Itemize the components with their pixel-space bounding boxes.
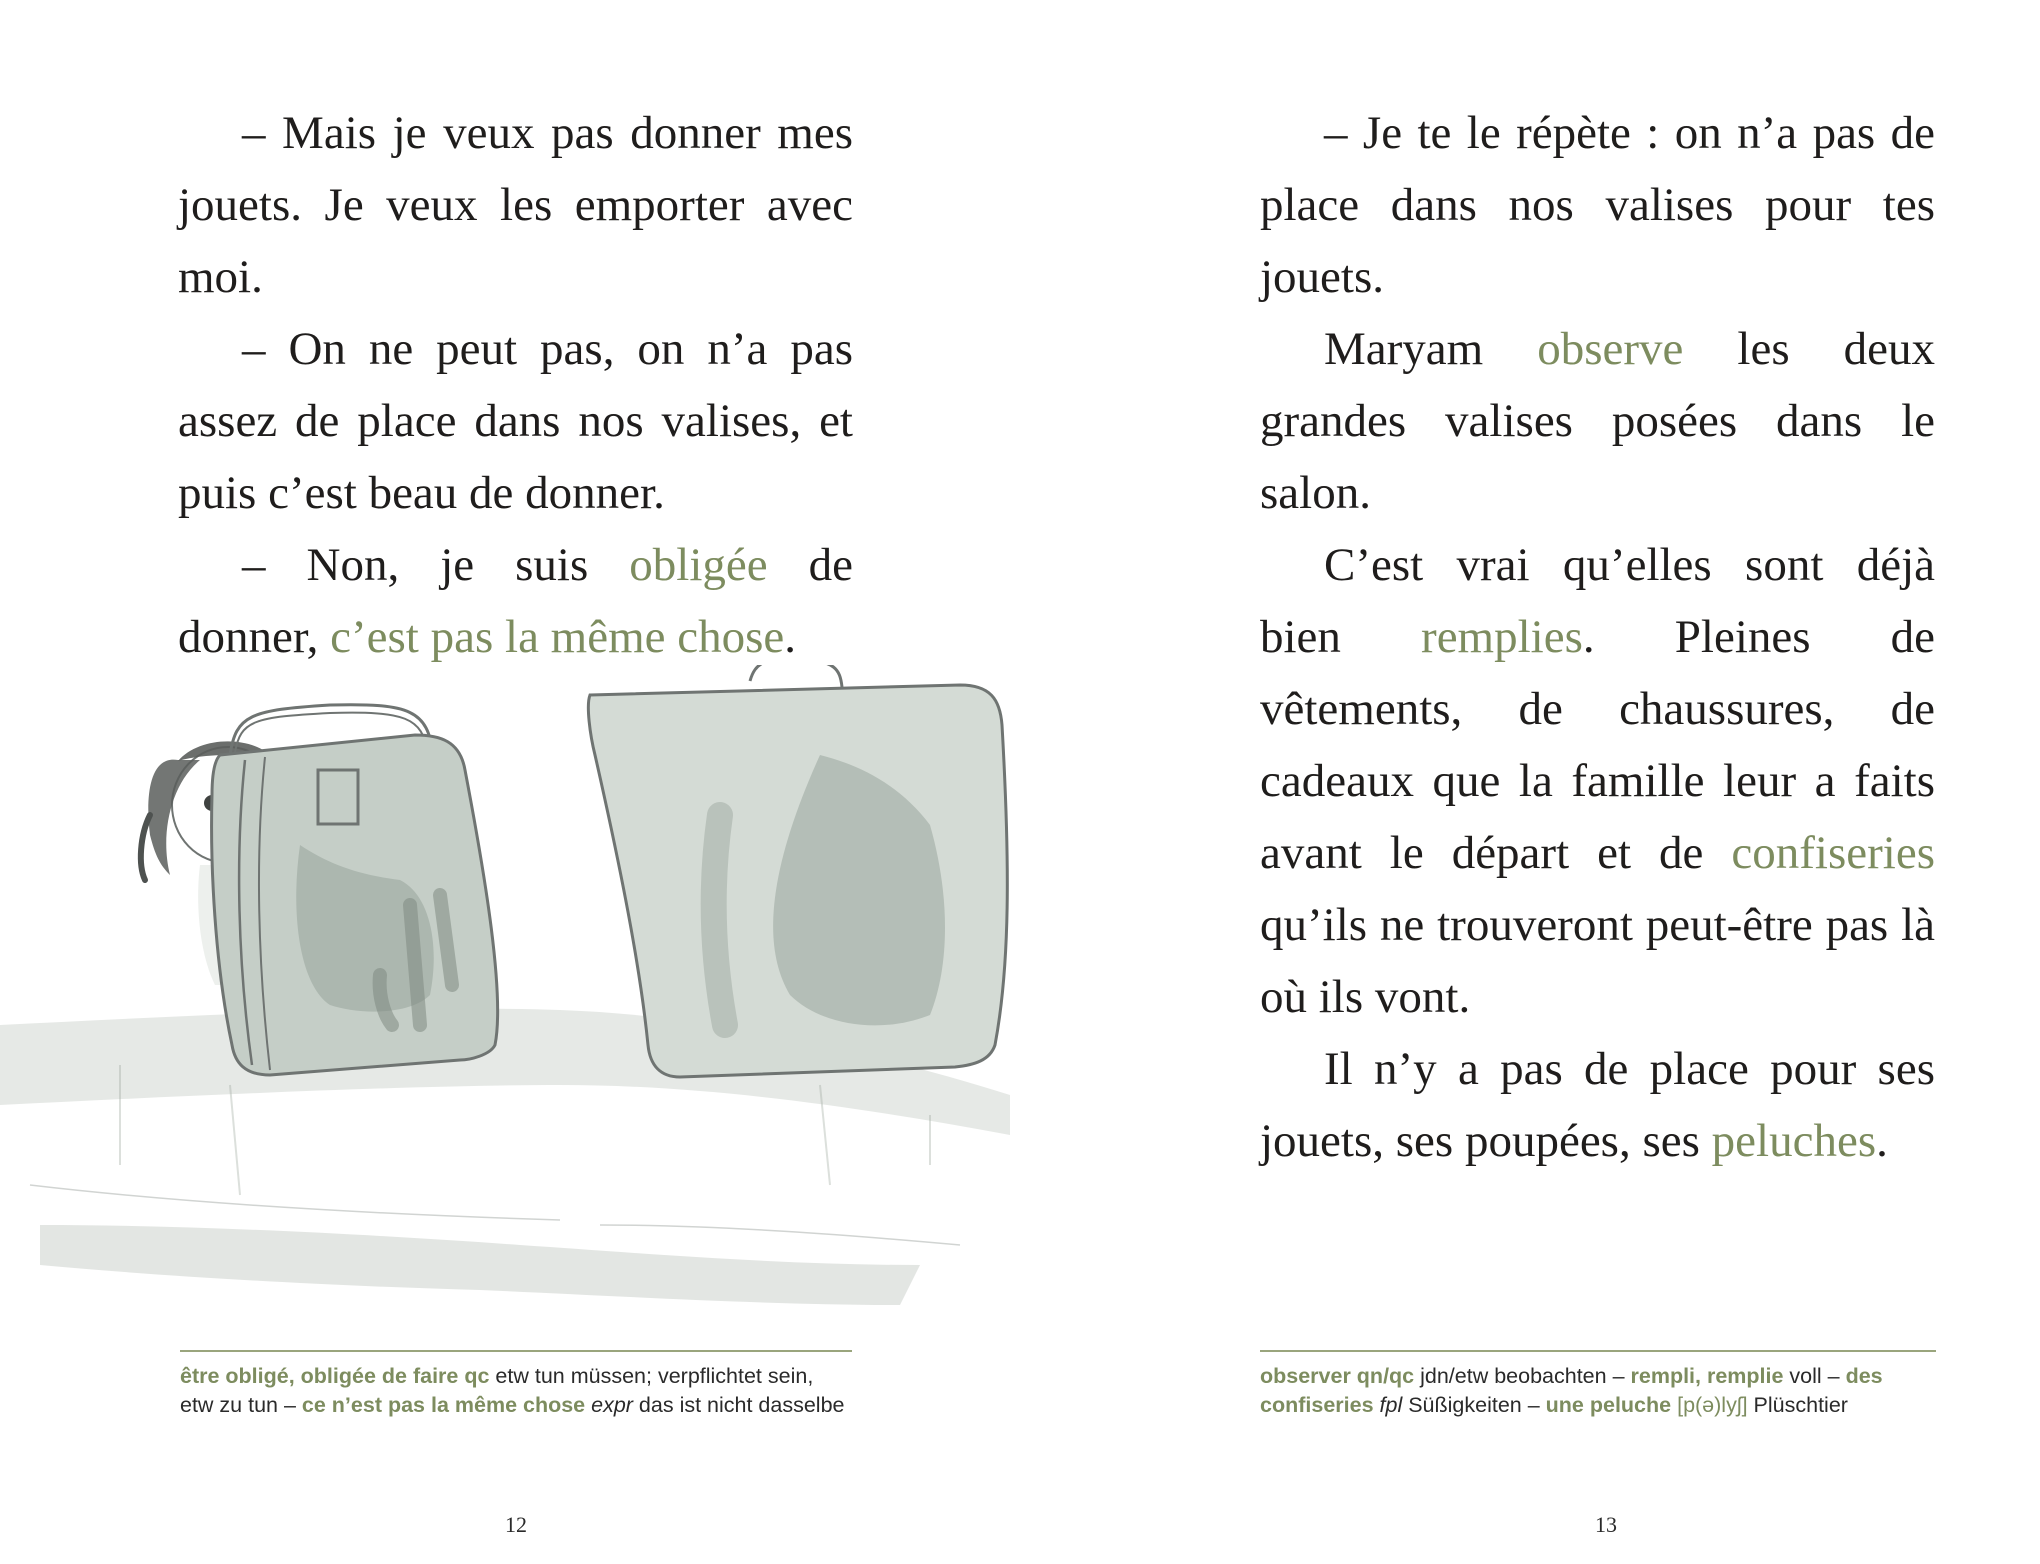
- text-span: – Je te le répète : on n’a pas de place dans nos valises pour tes jouets.: [1260, 107, 1935, 303]
- right-suitcase: [588, 665, 1007, 1077]
- text-span: Maryam: [1324, 323, 1538, 375]
- text-span: de donner,: [178, 539, 853, 663]
- story-paragraph: [178, 529, 853, 673]
- gloss-text: voll –: [1783, 1364, 1846, 1388]
- gloss-term: des confiseries: [1260, 1364, 1883, 1417]
- vocab-word: peluches: [1711, 1115, 1877, 1167]
- vocab-word: c’est pas la même chose: [330, 611, 785, 663]
- gloss-text: fpl: [1379, 1393, 1403, 1417]
- right-glossary: [1260, 1350, 1936, 1420]
- vocab-word: observe: [1537, 323, 1684, 375]
- story-paragraph: [1260, 97, 1935, 313]
- gloss-text: jdn/etw beobachten –: [1414, 1364, 1631, 1388]
- vocab-word: remplies: [1421, 611, 1583, 663]
- right-page: [1020, 0, 2040, 1564]
- gloss-text: etw tun müssen; verpflichtet sein, etw zu tun –: [180, 1364, 814, 1417]
- text-span: – Non, je suis: [242, 539, 630, 591]
- text-span: qu’ils ne trouveront peut-être pas là où ils vont.: [1260, 899, 1935, 1023]
- text-span: C’est vrai qu’elles sont déjà bien: [1260, 539, 1935, 663]
- left-suitcase: [212, 705, 498, 1075]
- vocab-word: obligée: [629, 539, 768, 591]
- left-story-text: [178, 97, 853, 673]
- story-paragraph: [1260, 1033, 1935, 1177]
- gloss-term: observer qn/qc: [1260, 1364, 1415, 1388]
- text-span: .: [1876, 1115, 1888, 1167]
- story-paragraph: [178, 313, 853, 529]
- gloss-term: ce n’est pas la même chose: [301, 1393, 586, 1417]
- vocab-word: confiseries: [1731, 827, 1935, 879]
- page-number-right: 13: [1595, 1512, 1617, 1537]
- gloss-text: Süßigkeiten –: [1402, 1393, 1546, 1417]
- story-paragraph: [1260, 529, 1935, 1033]
- suitcases-illustration: [0, 665, 1020, 1330]
- text-span: les deux grandes valises posées dans le salon.: [1260, 323, 1935, 519]
- gloss-term: une peluche: [1545, 1393, 1672, 1417]
- text-span: . Pleines de vêtements, de chaussures, de cadeaux que la famille leur a faits avant le départ et de: [1260, 611, 1935, 879]
- story-paragraph: [1260, 313, 1935, 529]
- right-story-text: [1260, 97, 1935, 1177]
- gloss-text: [p(ə)lyʃ]: [1677, 1393, 1748, 1417]
- text-span: – Mais je veux pas donner mes jouets. Je veux les emporter avec moi.: [178, 107, 853, 303]
- text-span: .: [784, 611, 797, 663]
- gloss-term: être obligé, obligée de faire qc: [180, 1364, 490, 1388]
- gloss-term: rempli, remplie: [1630, 1364, 1784, 1388]
- gloss-text: expr: [591, 1393, 633, 1417]
- story-paragraph: [178, 97, 853, 313]
- gloss-text: Plüschtier: [1747, 1393, 1848, 1417]
- gloss-text: das ist nicht dasselbe: [632, 1393, 845, 1417]
- text-span: – On ne peut pas, on n’a pas assez de place dans nos valises, et puis c’est beau de donner.: [178, 323, 853, 519]
- page-number-left: 12: [505, 1512, 527, 1537]
- text-span: Il n’y a pas de place pour ses jouets, ses poupées, ses: [1260, 1043, 1935, 1167]
- left-glossary: [180, 1350, 852, 1420]
